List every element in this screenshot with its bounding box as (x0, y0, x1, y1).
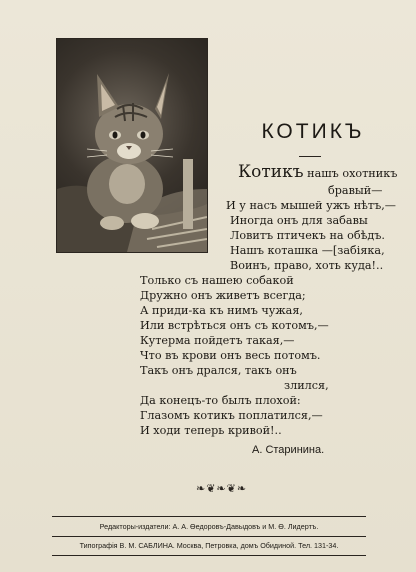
poem-line: Да конецъ-то былъ плохой: (140, 394, 301, 407)
ornament-divider: ❧❦❧❦❧ (196, 482, 248, 495)
poem-line: И у насъ мышей ужъ нѣтъ,— (226, 199, 396, 212)
poem-line: Глазомъ котикъ поплатился,— (140, 409, 323, 422)
footer-printer: Типографія В. М. САБЛИНА. Москва, Петровка, домъ Обидиной. Тел. 131-34. (79, 541, 339, 550)
poem-line: Кутерма пойдетъ такая,— (140, 334, 295, 347)
poem-line: И ходи теперь кривой!.. (140, 424, 282, 437)
poem-first-line (238, 162, 398, 182)
footer-editors: Редакторы-издатели: А. А. Ѳедоровъ-Давыдовъ и М. Ѳ. Лидертъ. (99, 522, 319, 531)
poem-line: Ловитъ птичекъ на обѣдъ. (230, 229, 385, 242)
poem-line: Что въ крови онъ весь потомъ. (140, 349, 321, 362)
poem-line: злился, (284, 379, 329, 392)
poem-line: Дружно онъ живетъ всегда; (140, 289, 306, 302)
poem-line: Нашъ коташка —[забіяка, (230, 244, 385, 257)
poem-line: Или встрѣться онъ съ котомъ,— (140, 319, 329, 332)
poem-title: КОТИКЪ (261, 120, 365, 143)
poem-line: Только съ нашею собакой (140, 274, 294, 287)
poem-line: нашъ охотникъ (307, 167, 398, 180)
poem-author: А. Старинина. (252, 444, 325, 456)
poem-line: Иногда онъ для забавы (230, 214, 368, 227)
title-divider (299, 156, 321, 157)
kitten-illustration (56, 38, 208, 253)
poem-first-word: Котикъ (238, 162, 304, 182)
footer-rule-middle (52, 536, 366, 537)
poem-line: бравый— (328, 184, 383, 197)
poem-line: Воинъ, право, хоть куда!.. (230, 259, 384, 272)
kitten-icon (57, 39, 207, 252)
footer-rule-bottom (52, 555, 366, 556)
poem-line: Такъ онъ дрался, такъ онъ (140, 364, 297, 377)
poem-line: А приди-ка къ нимъ чужая, (140, 304, 303, 317)
footer-rule-top (52, 516, 366, 517)
